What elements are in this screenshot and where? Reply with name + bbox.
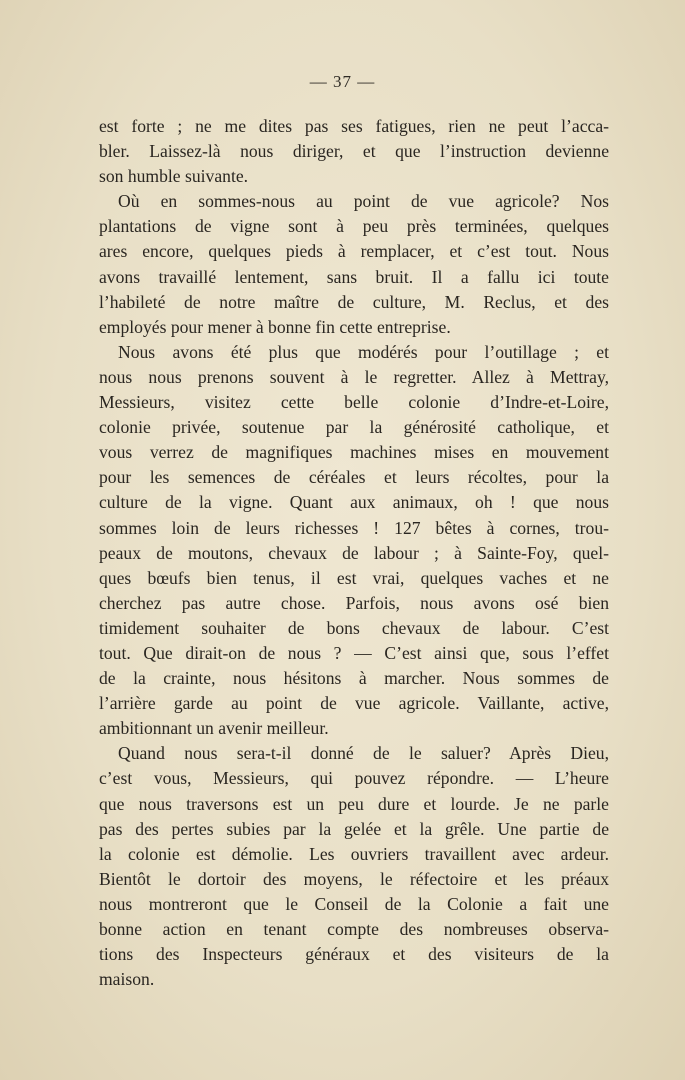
page-number: — 37 — (309, 72, 376, 91)
text-line: nous nous prenons souvent à le regretter. Allez à Mettray, (99, 366, 609, 387)
text-line: cherchez pas autre chose. Parfois, nous avons osé bien (99, 592, 609, 613)
text-line: sommes loin de leurs richesses ! 127 bêtes à cornes, trou- (99, 517, 609, 538)
text-line: Messieurs, visitez cette belle colonie d’Indre-et-Loire, (99, 392, 609, 413)
text-line: colonie privée, soutenue par la générosité catholique, et (99, 417, 609, 438)
text-line: Nous avons été plus que modérés pour l’outillage ; et (118, 341, 609, 362)
text-line: ambitionnant un avenir meilleur. (99, 718, 329, 739)
text-line: pas des pertes subies par la gelée et la grêle. Une partie de (99, 818, 609, 839)
text-line: pour les semences de céréales et leurs récoltes, pour la (99, 467, 609, 488)
body-text (99, 114, 609, 992)
text-line: tout. Que dirait-on de nous ? — C’est ainsi que, sous l’effet (99, 642, 609, 663)
text-line: peaux de moutons, chevaux de labour ; à Sainte-Foy, quel- (99, 542, 609, 563)
text-line: ares encore, quelques pieds à remplacer, et c’est tout. Nous (99, 241, 609, 262)
text-line: son humble suivante. (99, 166, 249, 187)
text-line: tions des Inspecteurs généraux et des visiteurs de la (99, 944, 609, 965)
text-line: bler. Laissez-là nous diriger, et que l’instruction devienne (99, 141, 609, 162)
text-line: nous montreront que le Conseil de la Colonie a fait une (99, 893, 609, 914)
text-line: culture de la vigne. Quant aux animaux, oh ! que nous (99, 492, 609, 513)
text-line: est forte ; ne me dites pas ses fatigues, rien ne peut l’acca- (99, 116, 609, 136)
text-line: avons travaillé lentement, sans bruit. Il a fallu ici toute (99, 266, 609, 287)
text-line: employés pour mener à bonne fin cette entreprise. (99, 316, 451, 337)
paragraph (99, 114, 609, 189)
text-line: ques bœufs bien tenus, il est vrai, quelques vaches et ne (99, 567, 609, 588)
text-line: l’arrière garde au point de vue agricole. Vaillante, active, (99, 693, 609, 714)
text-line: vous verrez de magnifiques machines mises en mouvement (99, 442, 609, 463)
text-line: plantations de vigne sont à peu près terminées, quelques (99, 216, 609, 237)
text-line: que nous traversons est un peu dure et lourde. Je ne parle (99, 793, 609, 814)
text-line: la colonie est démolie. Les ouvriers travaillent avec ardeur. (99, 843, 609, 864)
text-line: bonne action en tenant compte des nombreuses observa- (99, 919, 609, 939)
text-line: l’habileté de notre maître de culture, M. Reclus, et des (99, 291, 609, 312)
text-line: Où en sommes-nous au point de vue agricole? Nos (118, 191, 609, 212)
text-line: de la crainte, nous hésitons à marcher. Nous sommes de (99, 668, 609, 689)
text-line: Bientôt le dortoir des moyens, le réfectoire et les préaux (99, 868, 609, 889)
paragraph (99, 189, 609, 340)
paragraph (99, 340, 609, 742)
text-line: c’est vous, Messieurs, qui pouvez répondre. — L’heure (99, 768, 609, 789)
text-line: timidement souhaiter de bons chevaux de labour. C’est (99, 617, 609, 638)
paragraph (99, 741, 609, 992)
text-line: maison. (99, 969, 155, 990)
text-line: Quand nous sera-t-il donné de le saluer? Après Dieu, (118, 743, 609, 764)
